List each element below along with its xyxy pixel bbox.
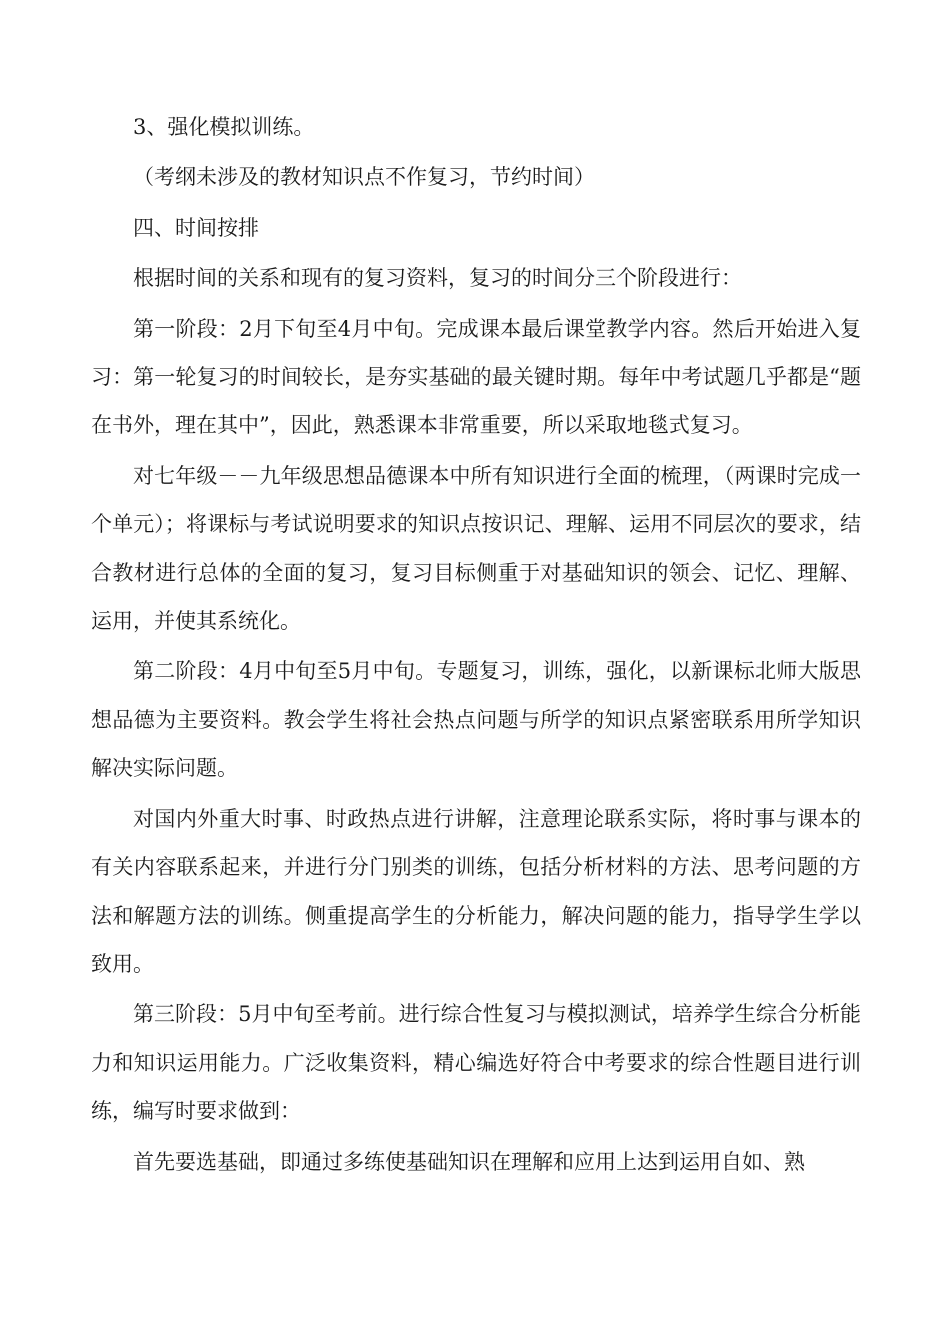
paragraph-stage-two: 第二阶段：4月中旬至5月中旬。专题复习，训练，强化，以新课标北师大版思想品德为主要资料。教会学生将社会热点问题与所学的知识点紧密联系用所学知识解决实际问题。	[91, 659, 861, 781]
paragraph-stage-three-detail: 首先要选基础，即通过多练使基础知识在理解和应用上达到运用自如、熟	[133, 1149, 805, 1174]
document-page	[91, 103, 861, 1188]
paragraph-stage-one: 第一阶段：2月下旬至4月中旬。完成课本最后课堂教学内容。然后开始进入复习：第一轮复习的时间较长，是夯实基础的最关键时期。每年中考试题几乎都是“题在书外，理在其中”，因此，熟悉课本非常重要，所以采取地毯式复习。	[91, 316, 861, 438]
list-item-strengthen-training: 3、强化模拟训练。	[133, 115, 315, 139]
note-exam-scope: （考纲未涉及的教材知识点不作复习，节约时间）	[133, 165, 595, 190]
paragraph-stage-three: 第三阶段：5月中旬至考前。进行综合性复习与模拟测试，培养学生综合分析能力和知识运用能力。广泛收集资料，精心编选好符合中考要求的综合性题目进行训练，编写时要求做到：	[91, 1002, 861, 1124]
paragraph-schedule-intro: 根据时间的关系和现有的复习资料，复习的时间分三个阶段进行：	[133, 266, 742, 291]
paragraph-stage-one-detail: 对七年级－－九年级思想品德课本中所有知识进行全面的梳理，（两课时完成一个单元）；将课标与考试说明要求的知识点按识记、理解、运用不同层次的要求，结合教材进行总体的全面的复习，复习目标侧重于对基础知识的领会、记忆、理解、运用，并使其系统化。	[91, 463, 861, 634]
section-heading-schedule: 四、时间按排	[133, 215, 259, 240]
paragraph-stage-two-detail: 对国内外重大时事、时政热点进行讲解，注意理论联系实际，将时事与课本的有关内容联系起来，并进行分门别类的训练，包括分析材料的方法、思考问题的方法和解题方法的训练。侧重提高学生的分析能力，解决问题的能力，指导学生学以致用。	[91, 806, 861, 976]
